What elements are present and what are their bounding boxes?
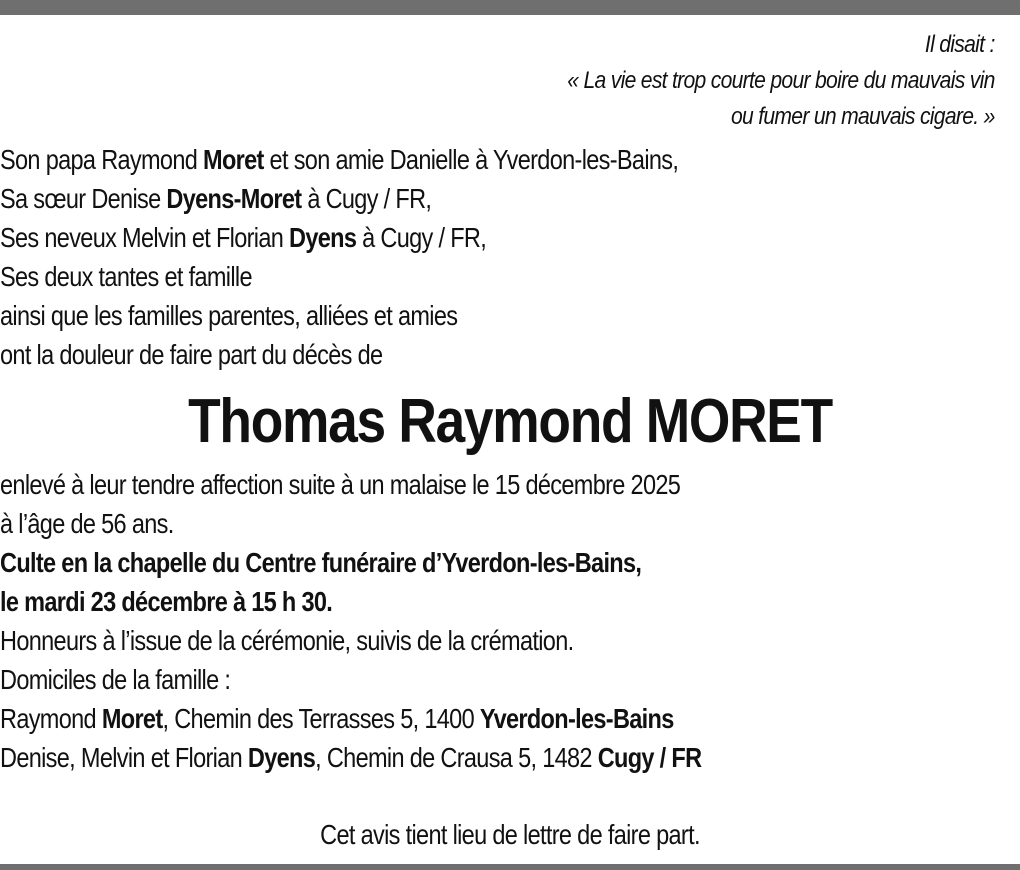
service-date: le mardi 23 décembre à 15 h 30. — [0, 586, 333, 617]
residences-heading: Domiciles de la famille : — [0, 664, 231, 695]
family-line: ont la douleur de faire part du décès de — [0, 339, 383, 370]
bottom-divider — [0, 864, 1020, 870]
top-divider — [0, 0, 1020, 15]
quote-intro: Il disait : — [925, 31, 995, 58]
closing-notice: Cet avis tient lieu de lettre de faire part. — [320, 819, 700, 850]
quote-line: « La vie est trop courte pour boire du mauvais vin — [567, 67, 995, 94]
family-line: Son papa Raymond Moret et son amie Danielle à Yverdon-les-Bains, — [0, 144, 679, 175]
details-line: enlevé à leur tendre affection suite à un malaise le 15 décembre 2025 — [0, 469, 681, 500]
town: Cugy / FR — [597, 742, 702, 773]
details-line: Honneurs à l’issue de la cérémonie, suivis de la crémation. — [0, 625, 574, 656]
family-line: Ses neveux Melvin et Florian Dyens à Cugy / FR, — [0, 222, 487, 253]
residence-line: Raymond Moret, Chemin des Terrasses 5, 1400 Yverdon-les-Bains — [0, 703, 674, 734]
surname: Dyens-Moret — [166, 183, 302, 214]
town: Yverdon-les-Bains — [479, 703, 674, 734]
surname: Dyens — [289, 222, 357, 253]
family-announcement — [0, 140, 678, 374]
family-line: ainsi que les familles parentes, alliées et amies — [0, 300, 458, 331]
epigraph-quote — [568, 27, 995, 135]
service-details — [0, 465, 701, 777]
family-line: Ses deux tantes et famille — [0, 261, 252, 292]
service-location: Culte en la chapelle du Centre funéraire d’Yverdon-les-Bains, — [0, 547, 642, 578]
details-line: à l’âge de 56 ans. — [0, 508, 174, 539]
surname: Moret — [101, 703, 163, 734]
quote-line: ou fumer un mauvais cigare. » — [731, 103, 995, 130]
surname: Moret — [203, 144, 264, 175]
family-line: Sa sœur Denise Dyens-Moret à Cugy / FR, — [0, 183, 432, 214]
surname: Dyens — [247, 742, 316, 773]
deceased-name: Thomas Raymond MORET — [188, 387, 832, 456]
residence-line: Denise, Melvin et Florian Dyens, Chemin de Crausa 5, 1482 Cugy / FR — [0, 742, 702, 773]
